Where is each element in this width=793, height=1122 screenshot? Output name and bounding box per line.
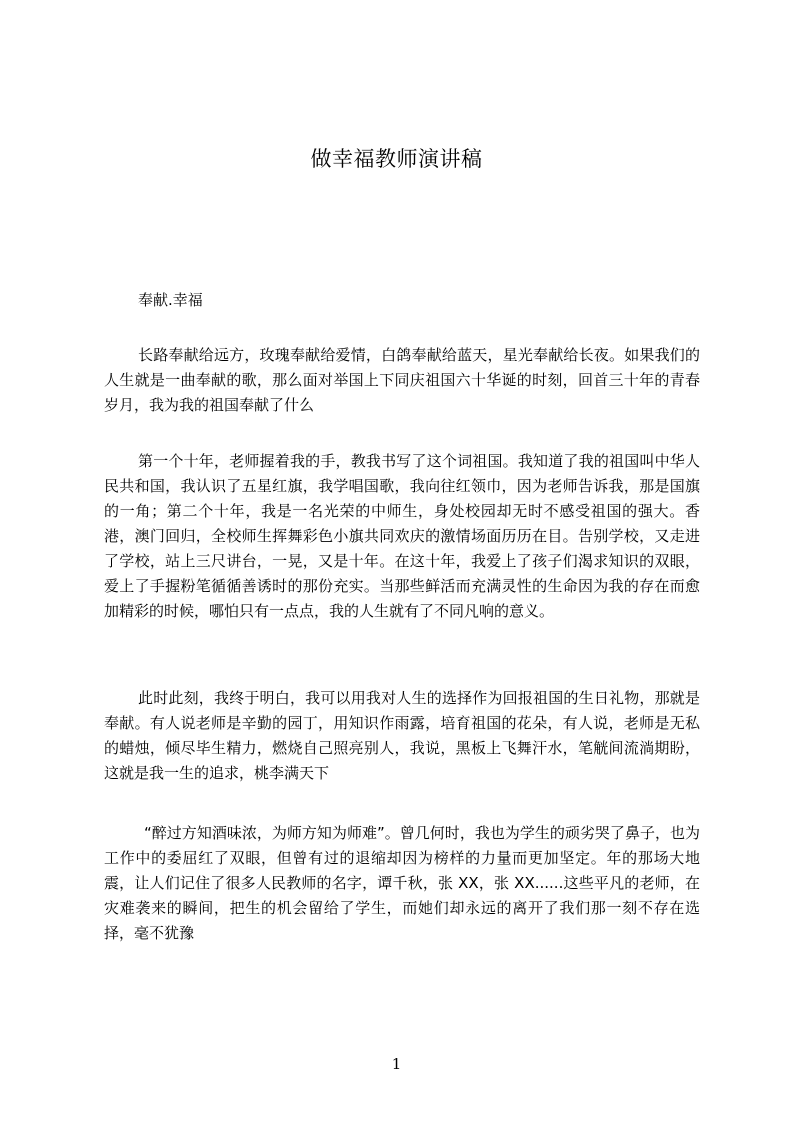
paragraph-2: 第一个十年，老师握着我的手，教我书写了这个词祖国。我知道了我的祖国叫中华人民共和国，我认识了五星红旗，我学唱国歌，我向往红领巾，因为老师告诉我，那是国旗的一角；第二个十年，我是一名光荣的中师生，身处校园却无时不感受祖国的强大。香港，澳门回归，全校师生挥舞彩色小旗共同欢庆的激情场面历历在目。告别学校，又走进了学校，站上三尺讲台，一晃，又是十年。在这十年，我爱上了孩子们渴求知识的双眼，爱上了手握粉笔循循善诱时的那份充实。当那些鲜活而充满灵性的生命因为我的存在而愈加精彩的时候，哪怕只有一点点，我的人生就有了不同凡响的意义。 [104, 452, 700, 620]
paragraph-3: 此时此刻，我终于明白，我可以用我对人生的选择作为回报祖国的生日礼物，那就是奉献。有人说老师是辛勤的园丁，用知识作雨露，培育祖国的花朵，有人说，老师是无私的蜡烛，倾尽毕生精力，燃烧自己照亮别人，我说，黑板上飞舞汗水，笔觥间流淌期盼，这就是我一生的追求，桃李满天下 [104, 689, 700, 782]
paragraph-4: “醉过方知酒味浓，为师方知为师难”。曾几何时，我也为学生的顽劣哭了鼻子，也为工作中的委屈红了双眼，但曾有过的退缩却因为榜样的力量而更加坚定。年的那场大地震，让人们记住了很多人民教师的名字，谭千秋，张 XX，张 XX......这些平凡的老师，在灾难袭来的瞬间，把生的机会留给了学生，而她们却永远的离开了我们那一刻不存在选择，毫不犹豫 [104, 824, 700, 942]
page-number: 1 [391, 1055, 402, 1073]
document-title: 做幸福教师演讲稿 [310, 147, 483, 171]
paragraph-1: 长路奉献给远方，玫瑰奉献给爱情，白鸽奉献给蓝天，星光奉献给长夜。如果我们的人生就是一曲奉献的歌，那么面对举国上下同庆祖国六十华诞的时刻，回首三十年的青春岁月，我为我的祖国奉献了什么 [104, 346, 700, 414]
document-subtitle: 奉献.幸福 [138, 291, 203, 309]
